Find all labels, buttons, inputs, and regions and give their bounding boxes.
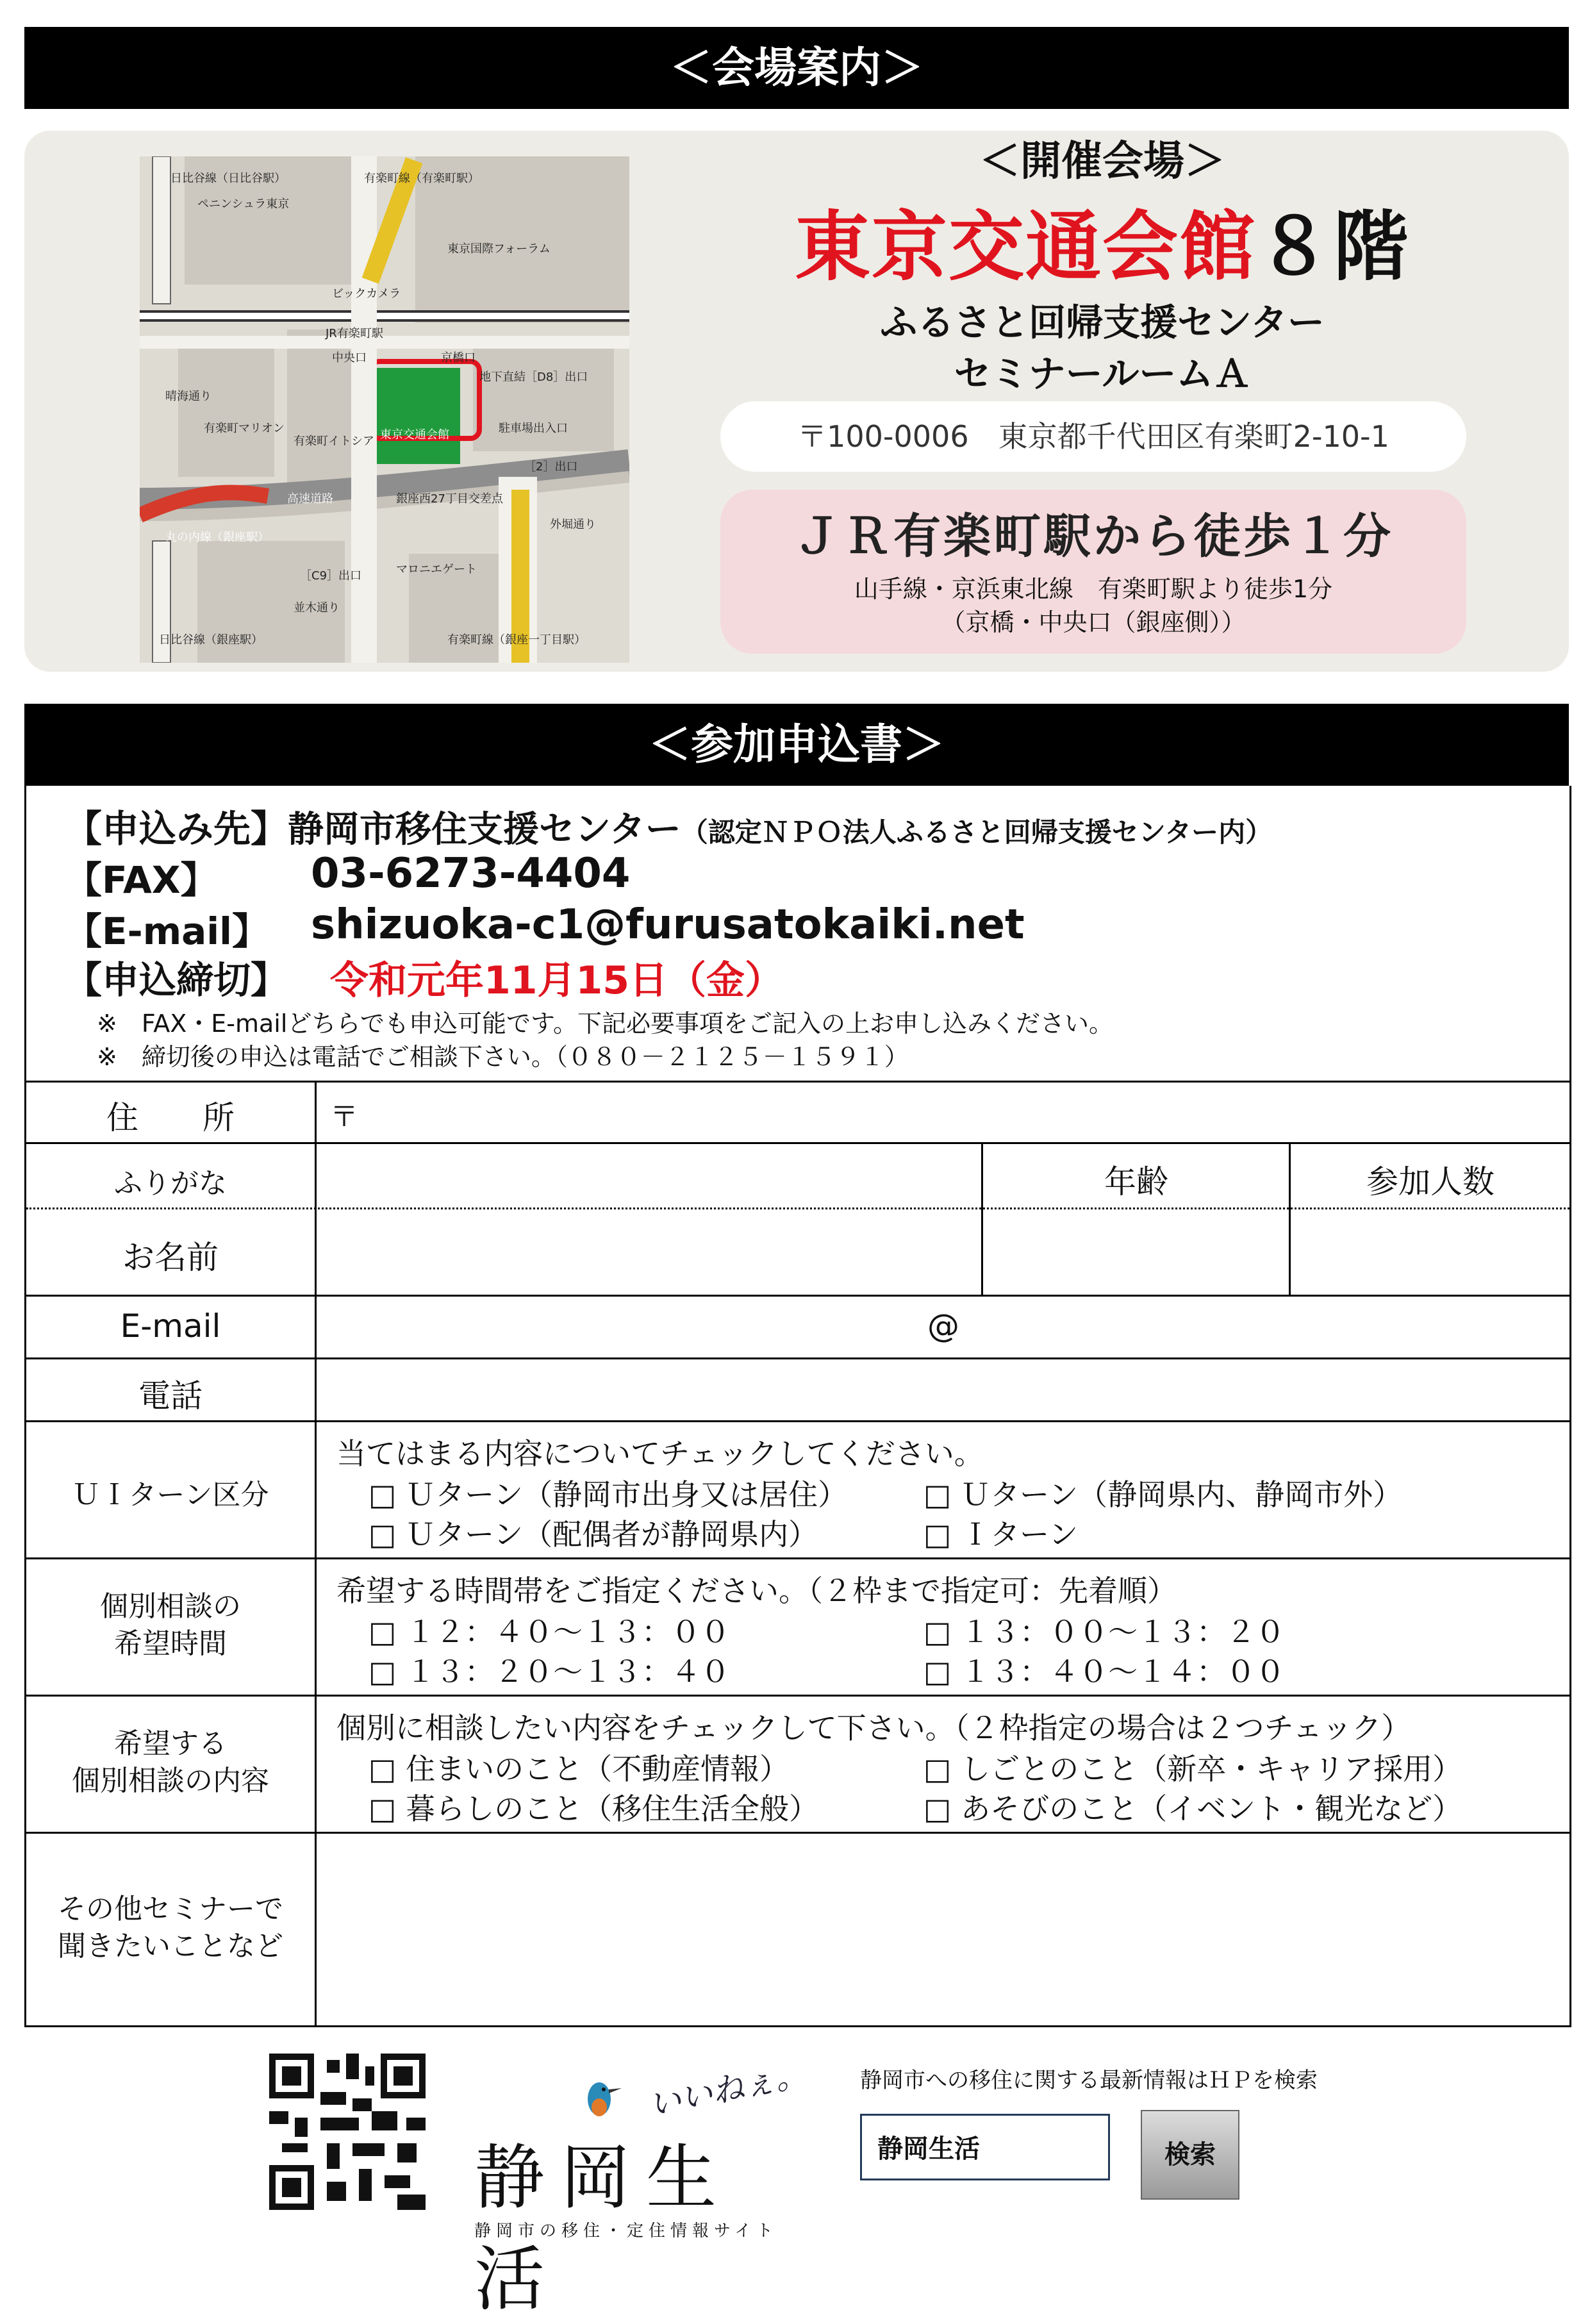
form-line bbox=[26, 1357, 1569, 1359]
form-line bbox=[26, 1081, 1569, 1083]
logo-tagline: 静岡市の移住・定住情報サイト bbox=[474, 2221, 779, 2241]
content-option[interactable]: □ 住まいのこと（不動産情報） bbox=[369, 1752, 790, 1786]
map-label: 有楽町マリオン bbox=[204, 422, 285, 435]
content-label-line: 希望する bbox=[114, 1727, 227, 1760]
map-label: 有楽町線（有楽町駅） bbox=[364, 172, 479, 185]
form-line bbox=[26, 1420, 1569, 1422]
map-label: 東京国際フォーラム bbox=[447, 242, 551, 256]
form-line bbox=[26, 1557, 1569, 1559]
map-label: 東京交通会館 bbox=[380, 428, 449, 442]
deadline-value: 令和元年11月15日（金） bbox=[330, 958, 783, 1003]
form-line bbox=[26, 1142, 1569, 1144]
venue-room-name: セミナールームＡ bbox=[954, 352, 1251, 395]
name-label: お名前 bbox=[122, 1239, 219, 1276]
map-label: 外堀通り bbox=[550, 518, 596, 531]
ui-turn-prompt: 当てはまる内容についてチェックしてください。 bbox=[336, 1436, 984, 1471]
map-label: 銀座西27丁目交差点 bbox=[396, 492, 503, 506]
address-input[interactable] bbox=[360, 1084, 1558, 1138]
form-dotted-line bbox=[26, 1208, 1569, 1209]
content-option[interactable]: □ 暮らしのこと（移住生活全般） bbox=[369, 1791, 819, 1826]
map-label: 丸の内線（銀座駅） bbox=[165, 531, 269, 544]
map-label: 有楽町イトシア bbox=[294, 435, 374, 448]
content-label-line: 個別相談の内容 bbox=[72, 1764, 269, 1797]
form-email-label: E-mail bbox=[120, 1307, 221, 1345]
venue-floor: ８階 bbox=[1256, 203, 1411, 291]
application-section-header: ＜参加申込書＞ bbox=[24, 704, 1569, 786]
destination-sub: （認定ＮＰＯ法人ふるさと回帰支援センター内） bbox=[681, 817, 1273, 848]
time-label-line: 個別相談の bbox=[100, 1590, 241, 1623]
map-label: 並木通り bbox=[294, 601, 340, 615]
logo-main-text: 静岡生活 bbox=[474, 2137, 732, 2320]
fax-value: 03-6273-4404 bbox=[311, 850, 631, 897]
venue-name: 東京交通会館 bbox=[794, 203, 1256, 291]
map-label: 有楽町線（銀座一丁目駅） bbox=[447, 633, 586, 647]
content-prompt: 個別に相談したい内容をチェックして下さい。（２枠指定の場合は２つチェック） bbox=[336, 1711, 1411, 1745]
map-label: 駐車場出入口 bbox=[499, 422, 568, 435]
time-option[interactable]: □ １２：４０～１３：００ bbox=[369, 1614, 731, 1649]
qr-code[interactable] bbox=[269, 2054, 426, 2210]
site-logo[interactable] bbox=[474, 2045, 811, 2320]
map-label: ペニンシュラ東京 bbox=[197, 197, 290, 211]
venue-subtitle: ＜開催会場＞ bbox=[979, 138, 1225, 185]
form-line bbox=[981, 1142, 983, 1295]
time-option[interactable]: □ １３：４０～１４：００ bbox=[923, 1654, 1286, 1689]
phone-input[interactable] bbox=[319, 1360, 1568, 1418]
destination-label: 【申込み先】 bbox=[65, 807, 288, 851]
postal-mark: 〒 bbox=[330, 1100, 358, 1133]
qr-code-drawing bbox=[269, 2054, 426, 2210]
map-drawing bbox=[140, 156, 629, 663]
other-label bbox=[26, 1891, 315, 1965]
access-detail: 山手線・京浜東北線 有楽町駅より徒歩1分 bbox=[854, 575, 1333, 603]
access-title: ＪＲ有楽町駅から徒歩１分 bbox=[793, 509, 1393, 564]
form-line bbox=[26, 1695, 1569, 1697]
time-option[interactable]: □ １３：００～１３：２０ bbox=[923, 1614, 1286, 1649]
map-label: 中央口 bbox=[332, 351, 367, 365]
form-line bbox=[26, 1295, 1569, 1297]
map-label: 地下直結［D8］出口 bbox=[479, 370, 588, 384]
ui-turn-option[interactable]: □ Ｕターン（静岡県内、静岡市外） bbox=[923, 1477, 1403, 1512]
map-label: 日比谷線（日比谷駅） bbox=[170, 172, 286, 185]
ui-turn-option[interactable]: □ Ｉターン bbox=[923, 1517, 1079, 1552]
ui-turn-option[interactable]: □ Ｕターン（配偶者が静岡県内） bbox=[369, 1517, 818, 1552]
ui-turn-label: ＵＩターン区分 bbox=[72, 1479, 269, 1511]
map-label: マロニエゲート bbox=[396, 563, 477, 576]
time-prompt: 希望する時間帯をご指定ください。（２枠まで指定可：先着順） bbox=[336, 1573, 1177, 1608]
access-box bbox=[720, 490, 1466, 654]
destination-row bbox=[65, 799, 1272, 852]
map-label: ビックカメラ bbox=[332, 287, 401, 301]
email-input[interactable]: @ bbox=[927, 1307, 959, 1345]
kingfisher-bird-icon bbox=[577, 2070, 622, 2128]
note: ※ FAX・E-mailどちらでも申込可能です。下記必要事項をご記入の上お申し込みください。 bbox=[97, 1009, 1113, 1038]
application-info bbox=[24, 786, 1571, 1083]
furigana-label: ふりがな bbox=[114, 1167, 227, 1200]
destination-org: 静岡市移住支援センター bbox=[288, 809, 681, 851]
time-label-line: 希望時間 bbox=[114, 1627, 227, 1660]
form-line bbox=[315, 1081, 317, 2025]
time-label bbox=[26, 1588, 315, 1663]
map-label: ［2］出口 bbox=[524, 460, 578, 474]
other-label-line: その他セミナーで bbox=[58, 1893, 283, 1925]
other-input[interactable] bbox=[319, 1836, 1568, 2021]
participants-label: 参加人数 bbox=[1366, 1163, 1495, 1200]
venue-title bbox=[705, 186, 1500, 295]
phone-label: 電話 bbox=[138, 1377, 203, 1415]
venue-section-header: ＜会場案内＞ bbox=[24, 27, 1569, 109]
age-label: 年齢 bbox=[1104, 1163, 1168, 1200]
search-button[interactable]: 検索 bbox=[1141, 2110, 1239, 2200]
time-option[interactable]: □ １３：２０～１３：４０ bbox=[369, 1654, 731, 1689]
map-label: JR有楽町駅 bbox=[326, 327, 383, 340]
deadline-label: 【申込締切】 bbox=[65, 958, 288, 1002]
map-label: 高速道路 bbox=[287, 492, 333, 506]
logo-script: いいねぇ。 bbox=[645, 2054, 811, 2125]
search-input[interactable]: 静岡生活 bbox=[860, 2114, 1110, 2180]
venue-center-name: ふるさと回帰支援センター bbox=[880, 301, 1325, 344]
map-label: 京橋口 bbox=[441, 351, 476, 365]
access-detail: （京橋・中央口（銀座側）） bbox=[941, 608, 1246, 636]
content-option[interactable]: □ あそびのこと（イベント・観光など） bbox=[923, 1791, 1462, 1826]
form-line bbox=[26, 1832, 1569, 1834]
map-label: ［C9］出口 bbox=[300, 569, 362, 583]
content-option[interactable]: □ しごとのこと（新卒・キャリア採用） bbox=[923, 1752, 1462, 1786]
name-input[interactable] bbox=[319, 1211, 979, 1292]
fax-label: 【FAX】 bbox=[65, 858, 218, 902]
note: ※ 締切後の申込は電話でご相談下さい。（０８０－２１２５－１５９１） bbox=[97, 1043, 909, 1071]
email-value[interactable]: shizuoka-c1@furusatokaiki.net bbox=[311, 901, 1025, 949]
other-label-line: 聞きたいことなど bbox=[58, 1930, 283, 1963]
form-line bbox=[1289, 1142, 1291, 1295]
address-label: 住 所 bbox=[106, 1099, 235, 1136]
participants-input[interactable] bbox=[1291, 1211, 1567, 1292]
venue-map bbox=[140, 156, 629, 663]
map-label: 日比谷線（銀座駅） bbox=[159, 633, 263, 647]
search-hint: 静岡市への移住に関する最新情報はＨＰを検索 bbox=[860, 2068, 1318, 2093]
age-input[interactable] bbox=[984, 1211, 1286, 1292]
email-label: 【E-mail】 bbox=[65, 909, 270, 953]
venue-address: 〒100-0006 東京都千代田区有楽町2-10-1 bbox=[720, 401, 1466, 472]
application-form bbox=[24, 1081, 1571, 2027]
map-label: 晴海通り bbox=[165, 390, 211, 403]
furigana-input[interactable] bbox=[319, 1145, 979, 1205]
content-label bbox=[26, 1725, 315, 1800]
ui-turn-option[interactable]: □ Ｕターン（静岡市出身又は居住） bbox=[369, 1477, 848, 1512]
